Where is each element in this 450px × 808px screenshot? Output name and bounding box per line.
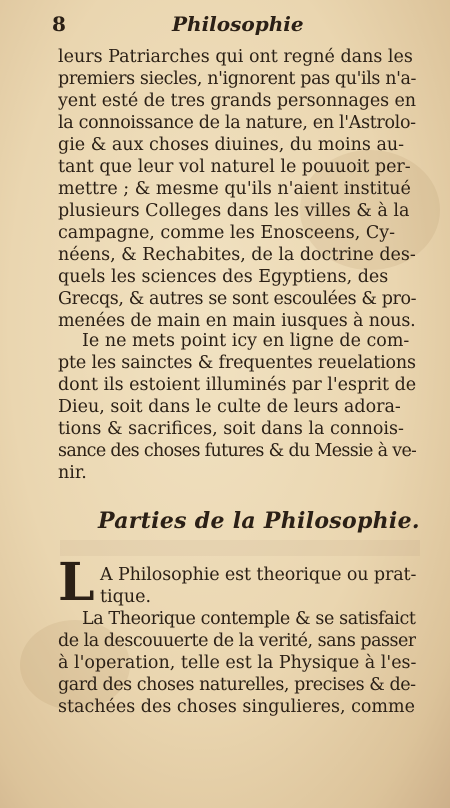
text-line: tique.: [100, 587, 152, 607]
text-line: Ie ne mets point icy en ligne de com-: [82, 331, 410, 351]
text-line: quels les sciences des Egyptiens, des: [58, 267, 389, 287]
text-line: premiers siecles, n'ignorent pas qu'ils n'a-: [58, 69, 416, 89]
text-line: de la descouuerte de la verité, sans passer: [58, 631, 416, 651]
page-number: 8: [52, 12, 66, 36]
paragraph-2: [58, 330, 416, 484]
text-line: gard des choses naturelles, precises & de-: [58, 675, 416, 695]
text-line: nir.: [58, 463, 87, 483]
running-head: Philosophie: [172, 12, 304, 36]
text-line: Dieu, soit dans le culte de leurs adora-: [58, 397, 401, 417]
text-line: Grecqs, & autres se sont escoulées & pro-: [58, 289, 416, 309]
text-line: campagne, comme les Enosceens, Cy-: [58, 223, 396, 243]
paragraph-3: [58, 564, 416, 608]
text-line: la connoissance de la nature, en l'Astrolo-: [58, 113, 416, 133]
text-line: dont ils estoient illuminés par l'esprit de: [58, 375, 416, 395]
text-line: La Theorique contemple & se satisfaict: [82, 609, 416, 629]
text-line: mettre ; & mesme qu'ils n'aient institué: [58, 179, 411, 199]
text-line: plusieurs Colleges dans les villes & à la: [58, 201, 410, 221]
text-line: pte les sainctes & frequentes reuelations: [58, 353, 416, 373]
paragraph-1: [58, 46, 416, 332]
text-line: sance des choses futures & du Messie à ve-: [58, 441, 416, 461]
text-line: tions & sacrifices, soit dans la connois-: [58, 419, 404, 439]
text-line: A Philosophie est theorique ou prat-: [100, 565, 416, 585]
text-line: à l'operation, telle est la Physique à l'es-: [58, 653, 416, 673]
text-line: néens, & Rechabites, de la doctrine des-: [58, 245, 416, 265]
drop-cap: L: [58, 552, 95, 613]
section-title: Parties de la Philosophie.: [98, 508, 420, 534]
text-line: stachées des choses singulieres, comme: [58, 697, 415, 717]
show-through-text: [60, 540, 420, 556]
text-line: leurs Patriarches qui ont regné dans les: [58, 47, 413, 67]
page-header: [0, 12, 450, 42]
text-line: gie & aux choses diuines, du moins au-: [58, 135, 405, 155]
text-line: yent esté de tres grands personnages en: [58, 91, 416, 111]
text-line: tant que leur vol naturel le pouuoit per-: [58, 157, 411, 177]
paragraph-4: [58, 608, 416, 718]
text-line: menées de main en main iusques à nous.: [58, 311, 416, 331]
